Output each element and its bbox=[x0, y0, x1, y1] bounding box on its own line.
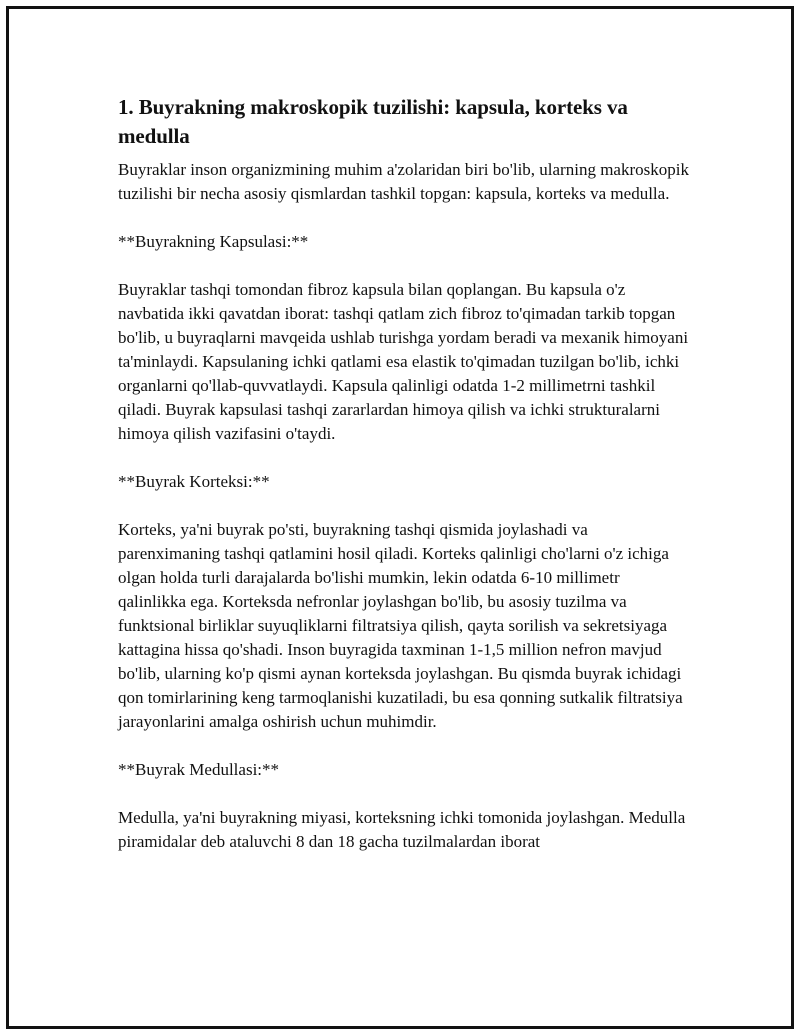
cortex-subheading: **Buyrak Korteksi:** bbox=[118, 472, 270, 491]
document-body bbox=[118, 93, 690, 878]
medulla-paragraph: Medulla, ya'ni buyrakning miyasi, korteksning ichki tomonida joylashgan. Medulla piramidalar deb ataluvchi 8 dan 18 gacha tuzilmalardan iborat bbox=[118, 808, 686, 851]
cortex-paragraph: Korteks, ya'ni buyrak po'sti, buyrakning tashqi qismida joylashadi va parenximaning tashqi qatlamini hosil qiladi. Korteks qalinligi cho'larni o'z ichiga olgan holda turli darajalarda bo'lishi mumkin, lekin odatda 6-10 millimetr qalinlikka ega. Korteksda nefronlar joylashgan bo'lib, bu asosiy tuzilma va funktsional birliklar suyuqliklarni filtratsiya qilish, qayta sorilish va sekretsiyaga kattagina hissa qo'shadi. Inson buyragida taxminan 1-1,5 million nefron mavjud bo'lib, ularning ko'p qismi aynan korteksda joylashgan. Bu qismda buyrak ichidagi qon tomirlarining keng tarmoqlanishi kuzatiladi, bu esa qonning sutkalik filtratsiya jarayonlarini amalga oshirish uchun muhimdir. bbox=[118, 520, 683, 731]
section-heading: 1. Buyrakning makroskopik tuzilishi: kapsula, korteks va medulla bbox=[118, 95, 628, 148]
intro-paragraph: Buyraklar inson organizmining muhim a'zolaridan biri bo'lib, ularning makroskopik tuzilishi bir necha asosiy qismlardan tashkil topgan: kapsula, korteks va medulla. bbox=[118, 160, 689, 203]
capsule-paragraph: Buyraklar tashqi tomondan fibroz kapsula bilan qoplangan. Bu kapsula o'z navbatida ikki qavatdan iborat: tashqi qatlam zich fibroz to'qimadan tarkib topgan bo'lib, u buyraqlarni mavqeida ushlab turishga yordam beradi va mexanik himoyani ta'minlaydi. Kapsulaning ichki qatlami esa elastik to'qimadan tuzilgan bo'lib, ichki organlarni qo'llab-quvvatlaydi. Kapsula qalinligi odatda 1-2 millimetrni tashkil qiladi. Buyrak kapsulasi tashqi zararlardan himoya qilish va ichki strukturalarni himoya qilish vazifasini o'taydi. bbox=[118, 280, 689, 443]
capsule-subheading: **Buyrakning Kapsulasi:** bbox=[118, 232, 309, 251]
medulla-subheading: **Buyrak Medullasi:** bbox=[118, 760, 280, 779]
